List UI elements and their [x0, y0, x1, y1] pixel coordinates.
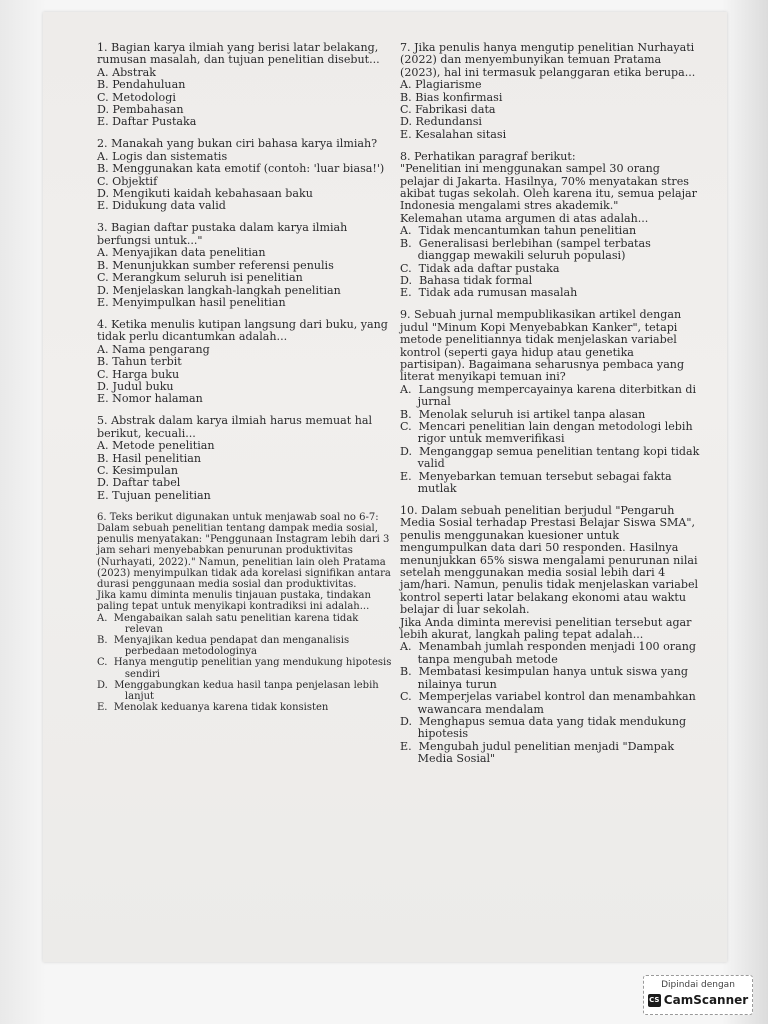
question-10 [400, 505, 722, 766]
question-stem: 3. Bagian daftar pustaka dalam karya ilmiah berfungsi untuk..." [97, 221, 348, 247]
option-d: D. Mengikuti kaidah kebahasaan baku [97, 187, 313, 201]
option-b: B. Menunjukkan sumber referensi penulis [97, 258, 334, 272]
app-name: CamScanner [663, 993, 749, 1007]
option-e: E. Tidak ada rumusan masalah [400, 286, 578, 300]
question-stem: 1. Bagian karya ilmiah yang berisi latar belakang, rumusan masalah, dan tujuan penelitian disebut... [97, 41, 380, 67]
option-d: D. Menganggap semua penelitian tentang kopi tidak valid [400, 444, 700, 471]
option-a: A. Menambah jumlah responden menjadi 100 orang tanpa mengubah metode [400, 640, 696, 666]
question-5 [97, 415, 407, 502]
question-9 [400, 309, 722, 495]
option-a: A. Metode penelitian [97, 439, 215, 453]
option-a: A. Menyajikan data penelitian [97, 246, 266, 260]
option-a: A. Mengabaikan salah satu penelitian karena tidak relevan [97, 612, 359, 635]
option-c: C. Merangkum seluruh isi penelitian [97, 271, 303, 285]
question-stem: 5. Abstrak dalam karya ilmiah harus memuat hal berikut, kecuali... [97, 414, 373, 440]
question-2 [97, 138, 407, 212]
option-b: B. Bias konfirmasi [400, 90, 503, 104]
option-c: C. Mencari penelitian lain dengan metodologi lebih rigor untuk memverifikasi [400, 419, 693, 446]
question-4 [97, 319, 407, 406]
option-b: B. Tahun terbit [97, 355, 182, 369]
option-b: B. Generalisasi berlebihan (sampel terbatas dianggap mewakili seluruh populasi) [400, 236, 651, 263]
option-b: B. Pendahuluan [97, 78, 186, 92]
option-c: C. Objektif [97, 174, 158, 188]
option-a: A. Langsung mempercayainya karena diterbitkan di jurnal [400, 382, 697, 409]
question-7 [400, 42, 722, 141]
left-column [97, 42, 407, 723]
option-c: C. Hanya mengutip penelitian yang mendukung hipotesis sendiri [97, 657, 392, 680]
option-d: D. Pembahasan [97, 103, 184, 117]
scanned-label: Dipindai dengan [661, 980, 735, 990]
app-brand [644, 993, 752, 1007]
camscanner-icon: CS [648, 994, 661, 1007]
option-b: B. Hasil penelitian [97, 451, 202, 465]
option-c: C. Metodologi [97, 90, 176, 104]
option-e: E. Mengubah judul penelitian menjadi "Dampak Media Sosial" [400, 739, 675, 766]
option-d: D. Bahasa tidak formal [400, 273, 533, 287]
option-e: E. Didukung data valid [97, 199, 226, 213]
option-b: B. Menggunakan kata emotif (contoh: 'luar biasa!') [97, 162, 385, 176]
question-stem: 7. Jika penulis hanya mengutip penelitian Nurhayati (2022) dan menyembunyikan temuan Pratama (2023), hal ini termasuk pelanggaran etika berupa... [400, 41, 696, 79]
option-e: E. Tujuan penelitian [97, 488, 211, 502]
option-e: E. Menolak keduanya karena tidak konsisten [97, 702, 329, 714]
option-d: D. Menghapus semua data yang tidak mendukung hipotesis [400, 714, 687, 741]
option-c: C. Kesimpulan [97, 463, 179, 477]
question-1 [97, 42, 407, 129]
option-a: A. Tidak mencantumkan tahun penelitian [400, 224, 637, 238]
question-stem: 10. Dalam sebuah penelitian berjudul "Pengaruh Media Sosial terhadap Prestasi Belajar Siswa SMA", penulis menggunakan kuesioner untuk mengumpulkan data dari 50 responden. Hasilnya menunjukkan 65% siswa mengalami penurunan nilai setelah menggunakan media sosial lebih dari 4 jam/hari. Namun, penulis tidak menjelaskan variabel kontrol seperti latar belakang ekonomi atau waktu belajar di luar sekolah. Jika Anda diminta merevisi penelitian tersebut agar lebih akurat, langkah paling tepat adalah... [400, 504, 699, 642]
option-a: A. Logis dan sistematis [97, 149, 228, 163]
question-8 [400, 151, 722, 300]
option-c: C. Memperjelas variabel kontrol dan menambahkan wawancara mendalam [400, 690, 696, 716]
option-d: D. Menjelaskan langkah-langkah penelitian [97, 283, 341, 297]
option-e: E. Menyebarkan temuan tersebut sebagai fakta mutlak [400, 469, 672, 495]
option-d: D. Judul buku [97, 379, 174, 393]
option-c: C. Harga buku [97, 367, 180, 381]
option-e: E. Daftar Pustaka [97, 115, 197, 129]
exam-sheet [43, 12, 727, 962]
camscanner-badge [643, 975, 753, 1015]
question-stem: 4. Ketika menulis kutipan langsung dari buku, yang tidak perlu dicantumkan adalah... [97, 317, 388, 344]
question-stem: 6. Teks berikut digunakan untuk menjawab soal no 6-7: Dalam sebuah penelitian tentang dampak media sosial, penulis menyatakan: "Penggunaan Instagram lebih dari 3 jam sehari menyebabkan penurunan produktivitas (Nurhayati, 2022)." Namun, penelitian lain oleh Pratama (2023) menyimpulkan tidak ada korelasi signifikan antara durasi penggunaan media sosial dan produktivitas. Jika kamu diminta menulis tinjauan pustaka, tindakan paling tepat untuk menyikapi kontradiksi ini adalah... [97, 511, 391, 613]
question-stem: 8. Perhatikan paragraf berikut: "Penelitian ini menggunakan sampel 30 orang pelajar di Jakarta. Hasilnya, 70% menyatakan stres akibat tugas sekolah. Oleh karena itu, semua pelajar Indonesia mengalami stres akademik." Kelemahan utama argumen di atas adalah... [400, 149, 697, 225]
question-stem: 9. Sebuah jurnal mempublikasikan artikel dengan judul "Minum Kopi Menyebabkan Kanker", tetapi metode penelitiannya tidak menjelaskan variabel kontrol (seperti gaya hidup atau genetika partisipan). Bagaimana seharusnya pembaca yang literat menyikapi temuan ini? [400, 308, 685, 384]
question-stem: 2. Manakah yang bukan ciri bahasa karya ilmiah? [97, 137, 378, 151]
option-d: D. Daftar tabel [97, 476, 181, 490]
option-a: A. Nama pengarang [97, 342, 210, 356]
option-c: C. Fabrikasi data [400, 103, 496, 117]
question-3 [97, 222, 407, 309]
option-a: A. Abstrak [97, 65, 156, 79]
option-a: A. Plagiarisme [400, 78, 482, 92]
right-column [400, 42, 722, 775]
option-b: B. Membatasi kesimpulan hanya untuk siswa yang nilainya turun [400, 665, 689, 691]
option-b: B. Menolak seluruh isi artikel tanpa alasan [400, 407, 646, 421]
option-e: E. Menyimpulkan hasil penelitian [97, 295, 286, 309]
option-e: E. Nomor halaman [97, 392, 203, 406]
option-e: E. Kesalahan sitasi [400, 127, 507, 141]
option-b: B. Menyajikan kedua pendapat dan menganalisis perbedaan metodologinya [97, 635, 350, 658]
option-c: C. Tidak ada daftar pustaka [400, 261, 560, 275]
option-d: D. Menggabungkan kedua hasil tanpa penjelasan lebih lanjut [97, 679, 379, 703]
option-d: D. Redundansi [400, 115, 482, 129]
question-6 [97, 512, 407, 714]
